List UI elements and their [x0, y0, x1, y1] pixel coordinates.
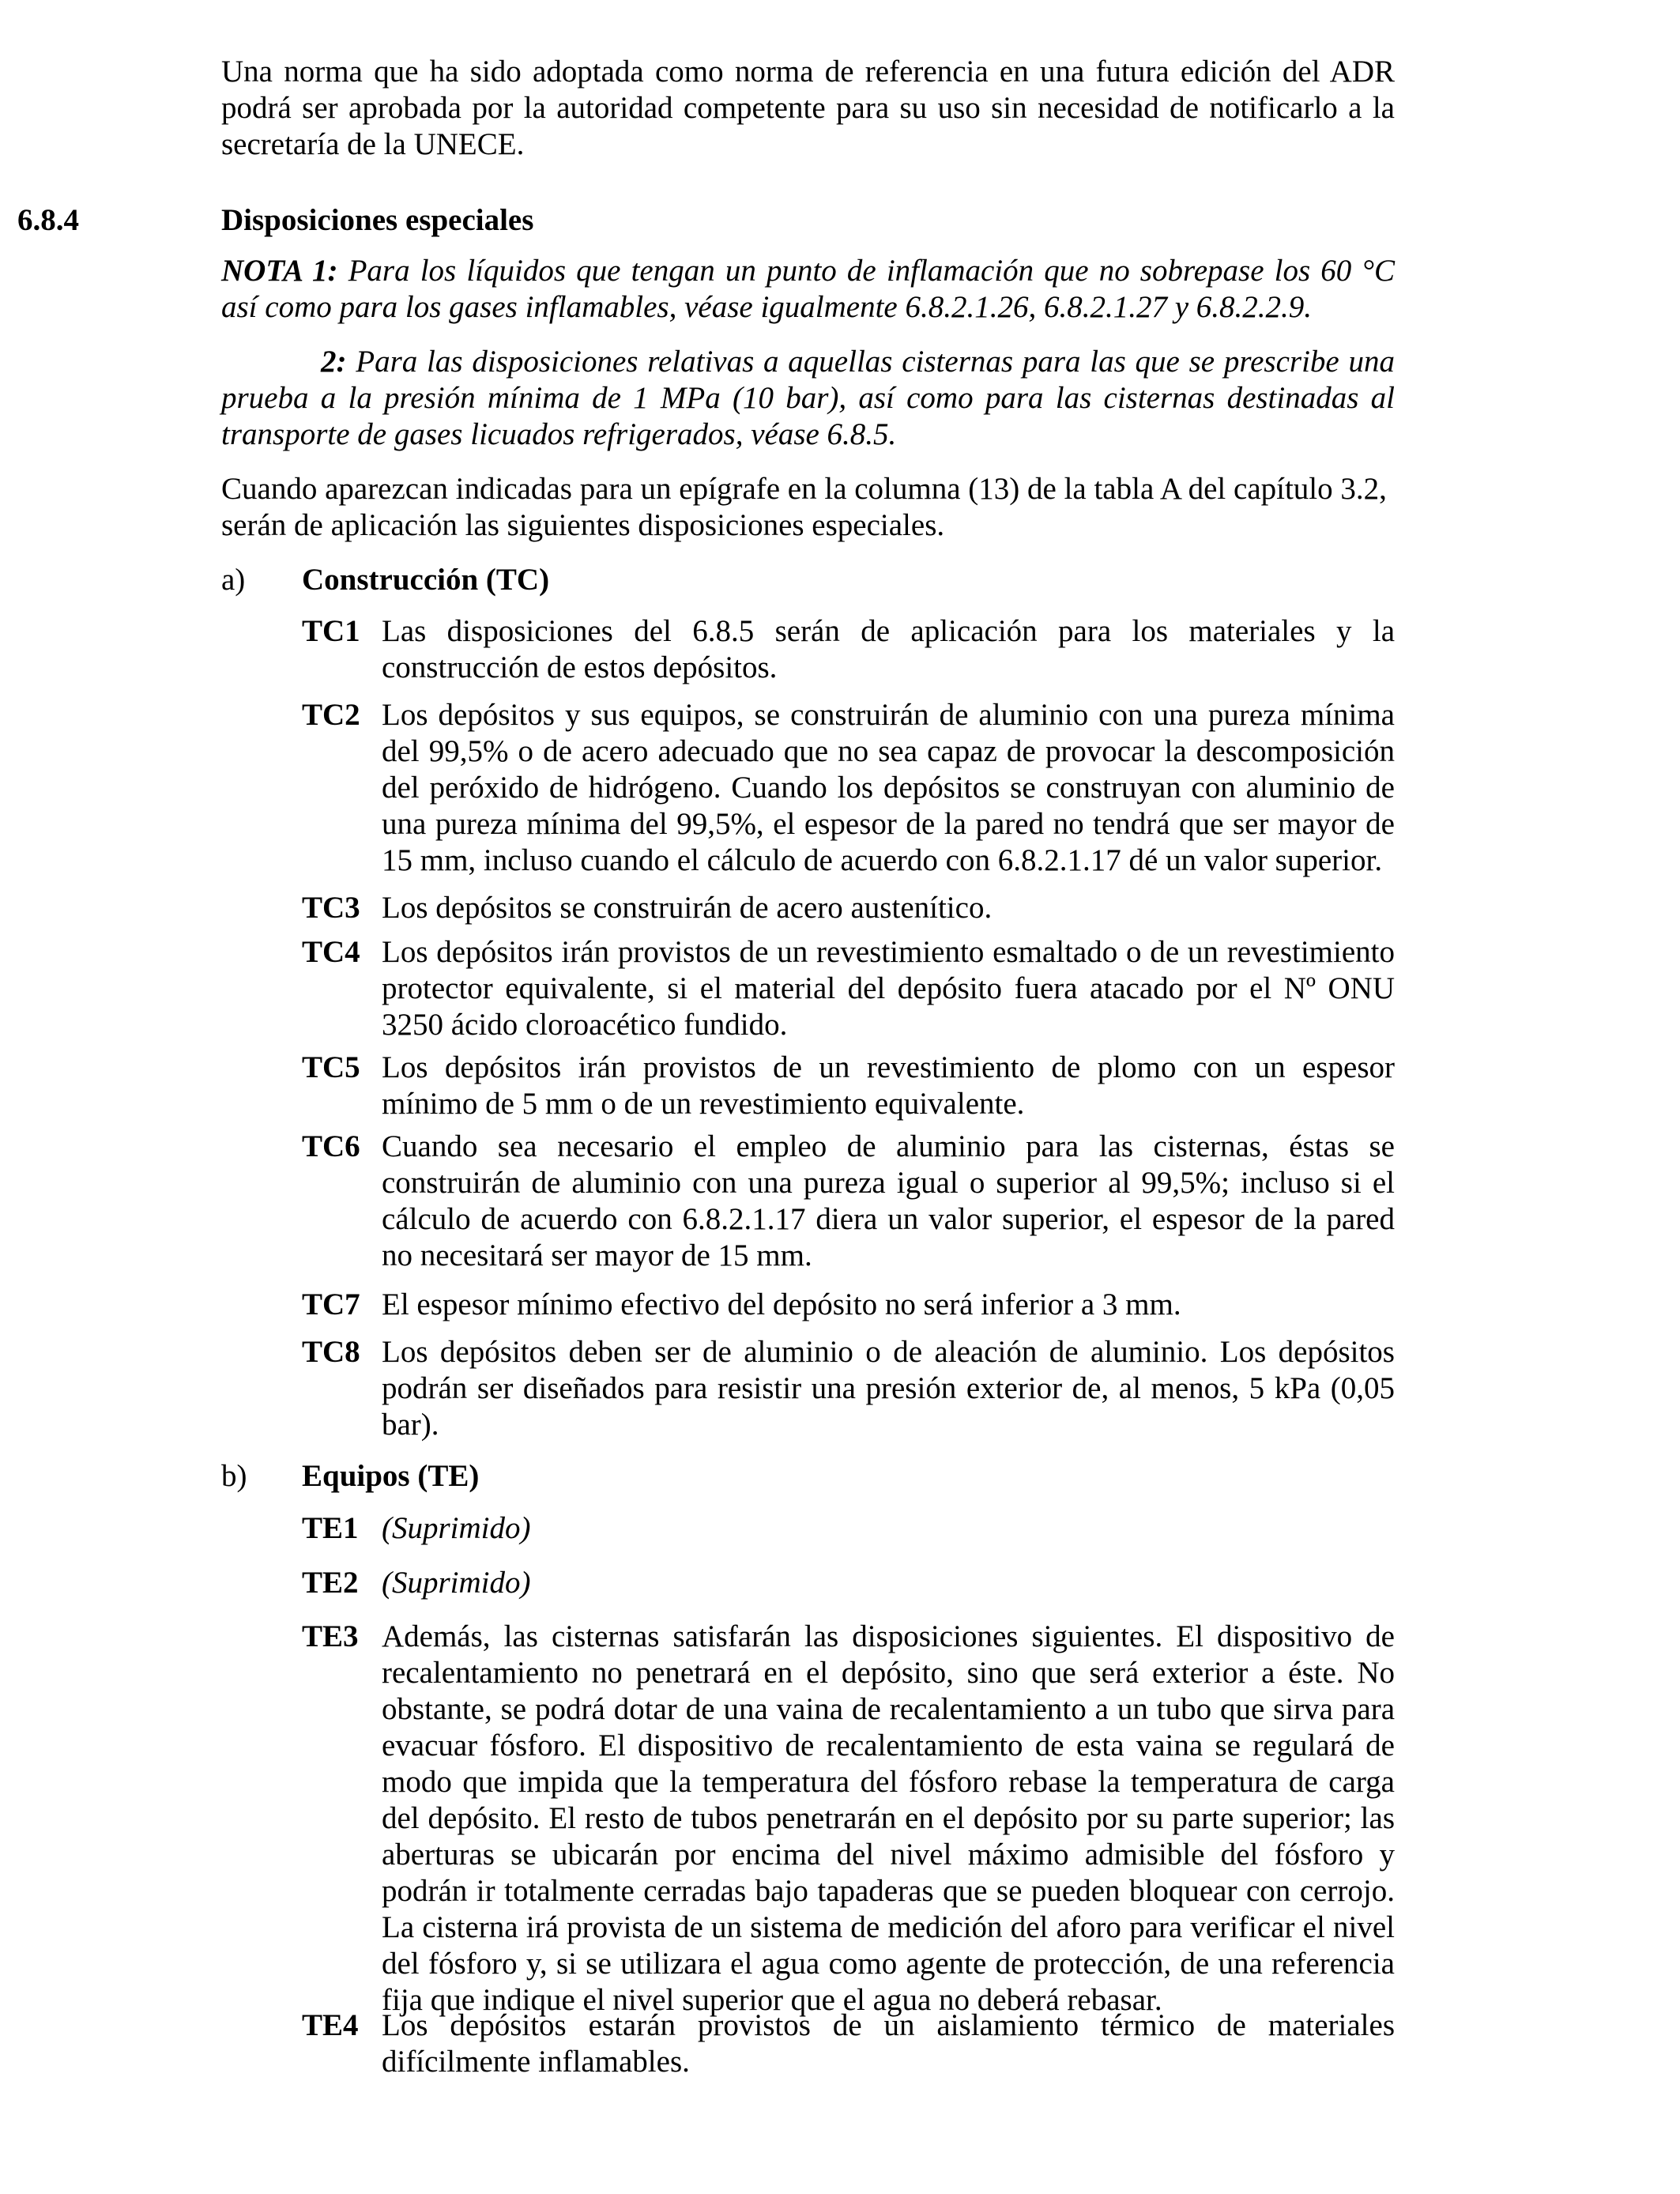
item-text: Los depósitos se construirán de acero austenítico.	[382, 891, 993, 925]
item-code: TE2	[302, 1566, 359, 1600]
item-text: Los depósitos estarán provistos de un aislamiento térmico de materiales difícilmente inflamables.	[382, 2008, 1395, 2079]
section-number: 6.8.4	[17, 203, 79, 237]
item-code: TC3	[302, 891, 360, 925]
note-2	[221, 344, 1395, 453]
subsection-a-title: Construcción (TC)	[302, 563, 550, 597]
item-text: Además, las cisternas satisfarán las disposiciones siguientes. El dispositivo de recalentamiento no penetrará en el depósito, sino que será exterior a éste. No obstante, se podrá dotar de una vaina de recalentamiento a un tubo que sirva para evacuar fósforo. El dispositivo de recalentamiento de esta vaina se regulará de modo que impida que la temperatura del fósforo rebase la temperatura de carga del depósito. El resto de tubos penetrarán en el depósito por su parte superior; las aberturas se ubicarán por encima del nivel máximo admisible del fósforo y podrán ir totalmente cerradas bajo tapaderas que se pueden bloquear con cerrojo. La cisterna irá provista de un sistema de medición del aforo para verificar el nivel del fósforo y, si se utilizara el agua como agente de protección, de una referencia fija que indique el nivel superior que el agua no deberá rebasar.	[382, 1619, 1395, 2017]
item-code: TC2	[302, 698, 360, 732]
item-code: TC1	[302, 614, 360, 648]
item-text: (Suprimido)	[382, 1511, 531, 1545]
item-code: TE1	[302, 1511, 359, 1545]
note-1-label: NOTA 1:	[221, 254, 338, 288]
item-code: TE3	[302, 1619, 359, 1653]
intro-paragraph: Cuando aparezcan indicadas para un epígrafe en la columna (13) de la tabla A del capítulo 3.2, serán de aplicación las siguientes disposiciones especiales.	[221, 472, 1387, 542]
intro-text: Una norma que ha sido adoptada como norma de referencia en una futura edición del ADR podrá ser aprobada por la autoridad competente para su uso sin necesidad de notificarlo a la secretaría de la UNECE.	[221, 55, 1395, 161]
note-2-label: 2:	[321, 345, 347, 379]
item-text: Los depósitos irán provistos de un revestimiento esmaltado o de un revestimiento protector equivalente, si el material del depósito fuera atacado por el Nº ONU 3250 ácido cloroacético fundido.	[382, 935, 1395, 1042]
subsection-b-marker: b)	[221, 1459, 247, 1493]
section-title: Disposiciones especiales	[221, 203, 534, 237]
item-text: El espesor mínimo efectivo del depósito no será inferior a 3 mm.	[382, 1287, 1181, 1321]
note-1-text: Para los líquidos que tengan un punto de inflamación que no sobrepase los 60 °C así como para los gases inflamables, véase igualmente 6.8.2.1.26, 6.8.2.1.27 y 6.8.2.2.9.	[221, 254, 1395, 324]
item-code: TC4	[302, 935, 360, 969]
item-code: TC5	[302, 1050, 360, 1084]
note-2-text: Para las disposiciones relativas a aquellas cisternas para las que se prescribe una prueba a la presión mínima de 1 MPa (10 bar), así como para las cisternas destinadas al transporte de gases licuados refrigerados, véase 6.8.5.	[221, 345, 1395, 451]
item-text: Los depósitos deben ser de aluminio o de aleación de aluminio. Los depósitos podrán ser diseñados para resistir una presión exterior de, al menos, 5 kPa (0,05 bar).	[382, 1335, 1395, 1442]
item-text: Los depósitos y sus equipos, se construirán de aluminio con una pureza mínima del 99,5% o de acero adecuado que no sea capaz de provocar la descomposición del peróxido de hidrógeno. Cuando los depósitos se construyan con aluminio de una pureza mínima del 99,5%, el espesor de la pared no tendrá que ser mayor de 15 mm, incluso cuando el cálculo de acuerdo con 6.8.2.1.17 dé un valor superior.	[382, 698, 1395, 877]
item-text: Las disposiciones del 6.8.5 serán de aplicación para los materiales y la construcción de estos depósitos.	[382, 614, 1395, 684]
item-code: TC7	[302, 1287, 360, 1321]
item-code: TC8	[302, 1335, 360, 1369]
note-1	[221, 253, 1395, 326]
item-code: TE4	[302, 2008, 359, 2042]
item-text: Cuando sea necesario el empleo de aluminio para las cisternas, éstas se construirán de aluminio con una pureza igual o superior al 99,5%; incluso si el cálculo de acuerdo con 6.8.2.1.17 diera un valor superior, el espesor de la pared no necesitará ser mayor de 15 mm.	[382, 1129, 1395, 1272]
item-code: TC6	[302, 1129, 360, 1163]
subsection-b-title: Equipos (TE)	[302, 1459, 480, 1493]
item-text: (Suprimido)	[382, 1566, 531, 1600]
subsection-a-marker: a)	[221, 563, 246, 597]
item-text: Los depósitos irán provistos de un revestimiento de plomo con un espesor mínimo de 5 mm o de un revestimiento equivalente.	[382, 1050, 1395, 1121]
